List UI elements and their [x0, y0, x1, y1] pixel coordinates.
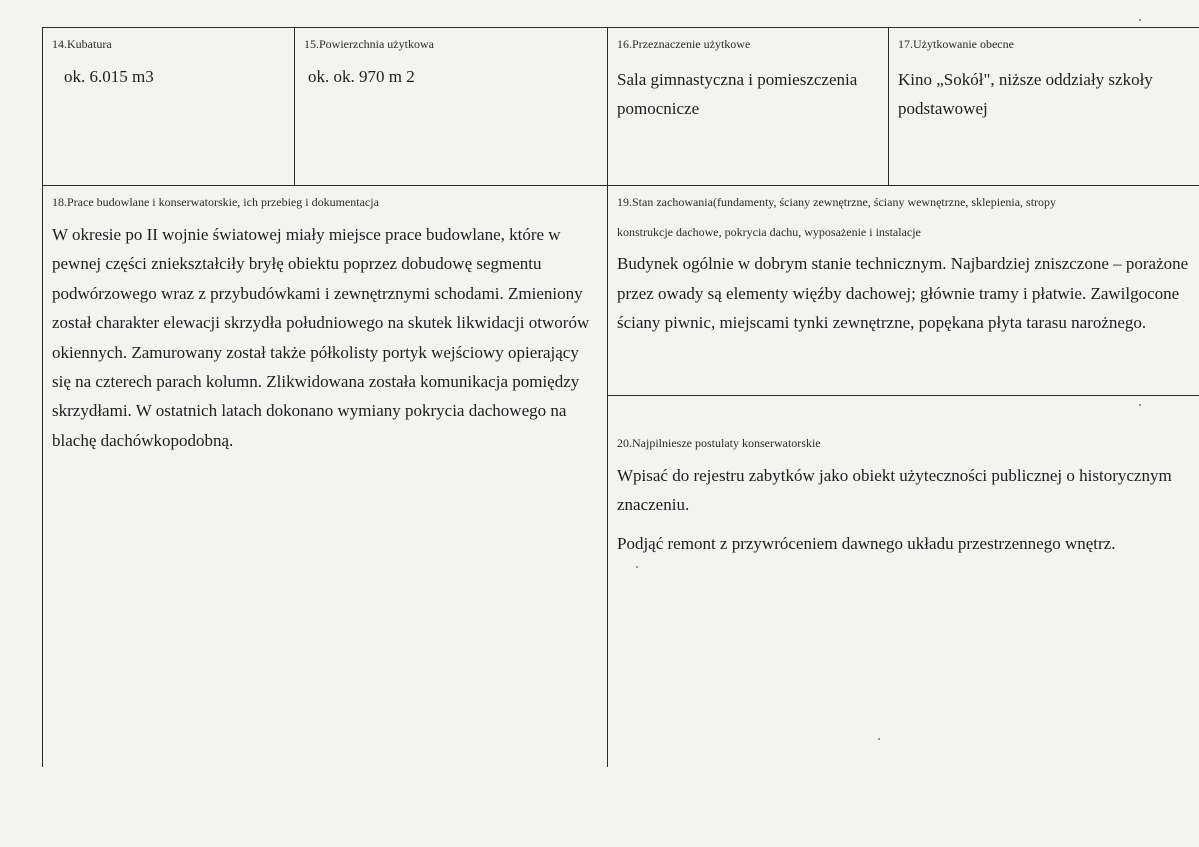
przeznaczenie-label: 16.Przeznaczenie użytkowe: [617, 37, 751, 51]
stan-zachowania-label-line2: konstrukcje dachowe, pokrycia dachu, wyposażenie i instalacje: [617, 225, 921, 239]
stan-zachowania-label-line1: 19.Stan zachowania(fundamenty, ściany zewnętrzne, ściany wewnętrzne, sklepienia, stropy: [617, 195, 1057, 209]
cell-uzytkowanie-obecne: [888, 27, 1199, 185]
scan-speck: [636, 566, 638, 568]
scan-speck: [878, 738, 880, 740]
scan-speck: [1139, 404, 1141, 406]
postulaty-value-p1: Wpisać do rejestru zabytków jako obiekt użyteczności publicznej o historycznym znaczeniu.: [617, 466, 1172, 514]
cell-kubatura: [42, 27, 294, 185]
postulaty-label: 20.Najpilniesze postulaty konserwatorskie: [617, 436, 821, 450]
scan-speck: [1139, 19, 1141, 21]
postulaty-value-p2: Podjąć remont z przywróceniem dawnego układu przestrzennego wnętrz.: [617, 534, 1116, 553]
powierzchnia-label: 15.Powierzchnia użytkowa: [304, 37, 434, 51]
cell-stan-zachowania: [607, 185, 1199, 395]
prace-budowlane-value: W okresie po II wojnie światowej miały miejsce prace budowlane, które w pewnej części zniekształciły bryłę obiektu poprzez dobudowę segmentu podwórzowego wraz z przybudówkami i zewnętrznymi schodami. Zmieniony został charakter elewacji skrzydła południowego na skutek likwidacji otworów okiennych. Zamurowany został także półkolisty portyk wejściowy opierający się na czterech parach kolumn. Zlikwidowana została komunikacja pomiędzy skrzydłami. W ostatnich latach dokonano wymiany pokrycia dachowego na blachę dachówkopodobną.: [52, 225, 590, 450]
kubatura-value: ok. 6.015 m3: [64, 67, 154, 86]
przeznaczenie-value: Sala gimnastyczna i pomieszczenia pomocnicze: [617, 70, 858, 118]
prace-budowlane-label: 18.Prace budowlane i konserwatorskie, ich przebieg i dokumentacja: [52, 195, 379, 209]
uzytkowanie-value: Kino „Sokół", niższe oddziały szkoły podstawowej: [898, 70, 1153, 118]
cell-powierzchnia-uzytkowa: [294, 27, 607, 185]
cell-przeznaczenie-uzytkowe: [607, 27, 888, 185]
powierzchnia-value: ok. ok. 970 m 2: [308, 67, 415, 86]
kubatura-label: 14.Kubatura: [52, 37, 112, 51]
uzytkowanie-label: 17.Użytkowanie obecne: [898, 37, 1014, 51]
stan-zachowania-value: Budynek ogólnie w dobrym stanie technicznym. Najbardziej zniszczone – porażone przez owady są elementy więźby dachowej; głównie tramy i płatwie. Zawilgocone ściany piwnic, miejscami tynki zewnętrzne, popękana płyta tarasu narożnego.: [617, 254, 1189, 332]
cell-postulaty-konserwatorskie: [607, 395, 1199, 767]
cell-prace-budowlane: [42, 185, 607, 767]
